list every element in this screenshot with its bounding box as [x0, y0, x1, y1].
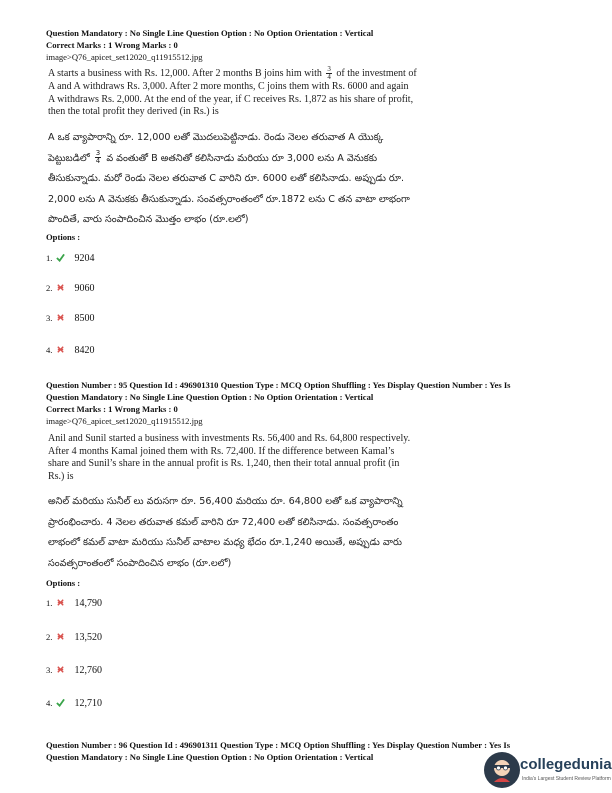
check-icon: [56, 253, 65, 262]
q95-marks: Correct Marks : 1 Wrong Marks : 0: [46, 404, 178, 414]
q94-te-line4: 2,000 లను A వెనుకకు తీసుకున్నాడు. సంవత్సరాంతంలో రూ.1872 లను C తన వాటా లాభంగా: [48, 193, 410, 205]
q94-te-line2b: వ వంతుతో B అతనితో కలిసినాడు మరియు రూ 3,000 లను A వెనుకకు: [106, 152, 378, 164]
cross-icon: [56, 665, 65, 674]
q94-te-line1: A ఒక వ్యాపారాన్ని రూ. 12,000 లతో మొదలుపెట్టినాడు. రెండు నెలల తరువాత A యొక్క: [48, 132, 384, 143]
q95-te-line1: అనిల్ మరియు సునీల్ లు వరుసగా రూ. 56,400 మరియు రూ. 64,800 లతో ఒక వ్యాపారాన్ని: [48, 496, 403, 507]
q94-meta-line: Question Mandatory : No Single Line Question Option : No Option Orientation : Vertical: [46, 28, 374, 38]
q95-option-1: [46, 593, 102, 611]
q94-marks: Correct Marks : 1 Wrong Marks : 0: [46, 40, 178, 50]
option-value: 12,760: [74, 665, 102, 676]
q94-en-line1a: A starts a business with Rs. 12,000. After 2 months B joins him with: [48, 67, 322, 79]
q94-option-2: [46, 278, 94, 296]
option-number: 2.: [46, 283, 53, 293]
q94-options-label: Options :: [46, 232, 81, 242]
option-value: 14,790: [74, 598, 102, 609]
option-value: 13,520: [74, 632, 102, 643]
option-number: 3.: [46, 665, 53, 675]
logo-mascot-icon: [484, 752, 520, 788]
q94-english-question: [48, 66, 448, 119]
option-value: 8420: [74, 345, 95, 356]
q95-option-2: [46, 627, 102, 645]
q95-te-line3: లాభంలో కమల్ వాటా మరియు సునీల్ వాటాల మధ్య భేదం రూ.1,240 అయితే, అప్పుడు వారు: [48, 537, 402, 548]
option-value: 8500: [74, 313, 95, 324]
cross-icon: [56, 598, 65, 607]
q95-te-line2: ప్రారంభించారు. 4 నెలల తరువాత కమల్ వారిని రూ 72,400 లతో కలిసినాడు. సంవత్సరాంతం: [48, 516, 399, 528]
q94-en-line4: then the total profit they derived (in Rs.) is: [48, 106, 219, 118]
q94-en-line2: A and A withdraws Rs. 3,000. After 2 more months, C joins them with Rs. 6000 and again: [48, 81, 409, 92]
q95-english-question: [48, 433, 468, 483]
option-value: 9060: [74, 283, 95, 294]
option-number: 4.: [46, 698, 53, 708]
option-number: 2.: [46, 632, 53, 642]
logo-brand: collegedunia: [520, 756, 612, 773]
option-number: 1.: [46, 598, 53, 608]
q94-image-ref: image>Q76_apicet_set12020_q11915512.jpg: [46, 52, 203, 62]
q96-meta-line2: Question Mandatory : No Single Line Question Option : No Option Orientation : Vertical: [46, 752, 374, 762]
q95-telugu-question: [48, 492, 468, 574]
check-icon: [56, 698, 65, 707]
q94-option-1: [46, 248, 94, 266]
q94-te-line3: తీసుకున్నాడు. మరో రెండు నెలల తరువాత C వారిని రూ. 6000 లతో కలిసినాడు. అప్పుడు రూ.: [48, 173, 405, 184]
option-value: 9204: [74, 253, 95, 264]
q94-en-line3: A withdraws Rs. 2,000. At the end of the year, if C receives Rs. 1,872 as his share of profit,: [48, 93, 414, 105]
fraction: [326, 66, 332, 81]
q95-option-4: [46, 693, 102, 711]
fraction-denominator: 4: [327, 73, 331, 81]
q95-en-line3: share and Sunil’s share in the annual profit is Rs. 1,240, then their total annual profit (in: [48, 458, 400, 470]
collegedunia-logo: [484, 752, 612, 788]
cross-icon: [56, 345, 65, 354]
fraction-numerator: 3: [95, 149, 101, 157]
q95-image-ref: image>Q76_apicet_set12020_q11915512.jpg: [46, 416, 203, 426]
q94-en-line1b: of the investment of: [336, 67, 417, 79]
q95-en-line4: Rs.) is: [48, 470, 74, 482]
q95-meta-line1: Question Number : 95 Question Id : 496901310 Question Type : MCQ Option Shuffling : Yes Display Question Number : Yes Is: [46, 380, 511, 390]
q94-option-4: [46, 340, 94, 358]
q94-option-3: [46, 308, 94, 326]
fraction-numerator: 3: [327, 65, 331, 73]
q95-te-line4: సంవత్సరాంతంలో సంపాదించిన లాభం (రూ.లలో): [48, 557, 232, 569]
cross-icon: [56, 313, 65, 322]
q95-option-3: [46, 660, 102, 678]
option-number: 4.: [46, 345, 53, 355]
mascot-face-icon: [484, 752, 520, 788]
fraction: [95, 150, 101, 165]
q95-meta-line2: Question Mandatory : No Single Line Question Option : No Option Orientation : Vertical: [46, 392, 374, 402]
cross-icon: [56, 632, 65, 641]
logo-tagline: India's Largest Student Review Platform: [522, 776, 611, 782]
option-number: 1.: [46, 253, 53, 263]
fraction-denominator: 4: [95, 157, 101, 165]
q95-en-line2: After 4 months Kamal joined them with Rs. 72,400. If the difference between Kamal’s: [48, 445, 395, 457]
q94-te-line5: పొందితే, వారు సంపాదించిన మొత్తం లాభం (రూ.లలో): [48, 214, 249, 225]
q95-en-line1: Anil and Sunil started a business with investments Rs. 56,400 and Rs. 64,800 respectively.: [48, 433, 411, 444]
option-value: 12,710: [74, 698, 102, 709]
q96-meta-line1: Question Number : 96 Question Id : 496901311 Question Type : MCQ Option Shuffling : Yes Display Question Number : Yes Is: [46, 740, 511, 750]
q94-telugu-question: [48, 128, 468, 231]
cross-icon: [56, 283, 65, 292]
q95-options-label: Options :: [46, 578, 81, 588]
option-number: 3.: [46, 313, 53, 323]
q94-te-line2a: పెట్టుబడిలో: [48, 152, 90, 164]
